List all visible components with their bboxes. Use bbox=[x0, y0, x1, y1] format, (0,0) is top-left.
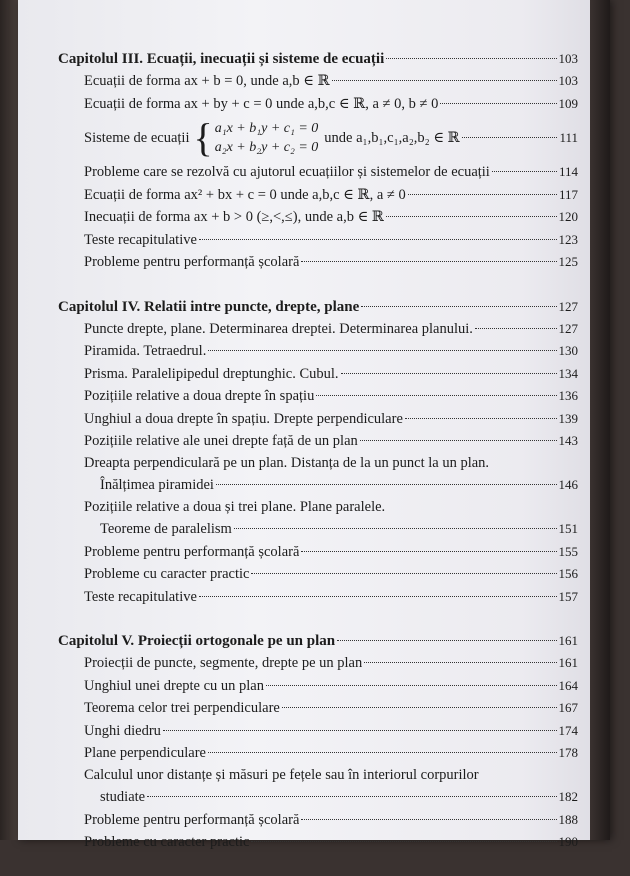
dot-leader bbox=[316, 395, 556, 396]
entry-lead-text: Sisteme de ecuații bbox=[84, 130, 190, 146]
toc-entry bbox=[58, 809, 578, 832]
entry-title: Probleme care se rezolvă cu ajutorul ecuațiilor și sistemelor de ecuații bbox=[84, 164, 490, 180]
page-number: 156 bbox=[558, 566, 578, 581]
page-number: 146 bbox=[558, 477, 578, 492]
entry-title: Inecuații de forma ax + b > 0 (≥,<,≤), unde a,b ∈ ℝ bbox=[84, 209, 384, 225]
entry-title: Dreapta perpendiculară pe un plan. Distanța de la un punct la un plan. bbox=[84, 454, 490, 471]
entry-title: Probleme pentru performanță școlară bbox=[84, 543, 300, 560]
page-number: 120 bbox=[558, 209, 578, 224]
toc-entry bbox=[58, 93, 578, 116]
toc-entry bbox=[58, 675, 578, 698]
toc-entry bbox=[58, 229, 578, 252]
page-number: 123 bbox=[558, 231, 578, 247]
dot-leader bbox=[208, 350, 556, 351]
toc-entry bbox=[58, 408, 578, 431]
entry-title: Plane perpendiculare bbox=[84, 745, 206, 761]
chapter-3 bbox=[58, 48, 578, 274]
page-number: 155 bbox=[558, 543, 578, 559]
page-number: 127 bbox=[558, 298, 578, 314]
dot-leader bbox=[282, 707, 557, 708]
toc-entry bbox=[58, 831, 578, 854]
dot-leader bbox=[301, 819, 556, 820]
toc-entry bbox=[58, 652, 578, 675]
toc-entry bbox=[58, 363, 578, 386]
entry-title: Unghiul a doua drepte în spațiu. Drepte perpendiculare bbox=[84, 410, 403, 427]
toc-entry bbox=[58, 318, 578, 341]
toc-entry-continuation bbox=[58, 518, 578, 541]
chapter-heading bbox=[58, 630, 578, 652]
entry-title: Pozițiile relative ale unei drepte față de un plan bbox=[84, 433, 358, 449]
entry-title: Probleme pentru performanță școlară bbox=[84, 254, 300, 270]
toc-entry bbox=[58, 385, 578, 408]
toc-entry bbox=[58, 430, 578, 453]
entry-title: Probleme pentru performanță școlară bbox=[84, 811, 300, 828]
dot-leader bbox=[386, 58, 556, 59]
toc-entry bbox=[58, 742, 578, 765]
dot-leader bbox=[234, 528, 557, 529]
dot-leader bbox=[492, 171, 557, 172]
dot-leader bbox=[147, 796, 556, 797]
page-number: 151 bbox=[558, 521, 578, 536]
entry-title: Probleme cu caracter practic bbox=[84, 566, 250, 582]
page-number: 182 bbox=[558, 789, 578, 804]
toc-entry bbox=[58, 720, 578, 743]
page-number: 143 bbox=[558, 433, 578, 448]
toc-entry bbox=[58, 184, 578, 207]
dot-leader bbox=[341, 373, 557, 374]
entry-title: Unghiul unei drepte cu un plan bbox=[84, 677, 264, 694]
entry-continuation: Înălțimea piramidei bbox=[100, 477, 214, 493]
page-number: 134 bbox=[558, 365, 578, 381]
dot-leader bbox=[301, 551, 556, 552]
entry-continuation: studiate bbox=[100, 789, 146, 805]
dot-leader bbox=[475, 328, 557, 329]
toc-entry bbox=[58, 70, 578, 93]
page-number: 130 bbox=[558, 343, 578, 358]
chapter-title: Capitolul III. Ecuații, inecuații și sisteme de ecuații bbox=[58, 51, 385, 67]
toc-entry bbox=[58, 453, 578, 475]
dot-leader bbox=[408, 194, 557, 195]
page-number: 111 bbox=[559, 130, 578, 145]
dot-leader bbox=[199, 596, 557, 597]
brace-symbol: { bbox=[193, 115, 213, 160]
toc-entry-continuation bbox=[58, 786, 578, 809]
page-number: 188 bbox=[558, 811, 578, 827]
dot-leader bbox=[386, 216, 557, 217]
dot-leader bbox=[360, 440, 557, 441]
page-number: 117 bbox=[558, 186, 578, 202]
entry-title: Pozițiile relative a doua și trei plane. Plane paralele. bbox=[84, 498, 386, 515]
page-number: 161 bbox=[558, 655, 578, 670]
page-number: 164 bbox=[558, 677, 578, 693]
entry-title: Teste recapitulative bbox=[84, 588, 197, 605]
toc-entry bbox=[58, 340, 578, 363]
page-number: 125 bbox=[558, 254, 578, 269]
page-number: 127 bbox=[558, 320, 578, 336]
dot-leader bbox=[405, 418, 557, 419]
entry-title: Calculul unor distanțe și măsuri pe fețele sau în interiorul corpurilor bbox=[84, 766, 479, 783]
toc-entry bbox=[58, 765, 578, 787]
dot-leader bbox=[251, 841, 556, 842]
equation-2: a₂x + b₂y + c₂ = 0 bbox=[214, 140, 319, 155]
book-page bbox=[18, 0, 610, 850]
chapter-title: Capitolul IV. Relatii intre puncte, drepte, plane bbox=[58, 298, 360, 315]
toc-entry bbox=[58, 563, 578, 586]
page-number: 157 bbox=[558, 588, 578, 604]
entry-title bbox=[84, 115, 460, 161]
page-number: 161 bbox=[558, 633, 578, 648]
page-right-edge-shadow bbox=[590, 0, 610, 840]
equation-1: a₁x + b₁y + c₁ = 0 bbox=[214, 121, 319, 136]
dot-leader bbox=[332, 80, 557, 81]
entry-condition: unde a₁,b₁,c₁,a₂,b₂ ∈ ℝ bbox=[324, 130, 460, 146]
toc-entry bbox=[58, 497, 578, 519]
page-number: 174 bbox=[558, 722, 578, 738]
dot-leader bbox=[364, 662, 556, 663]
chapter-5 bbox=[58, 630, 578, 854]
toc-entry bbox=[58, 251, 578, 274]
entry-title: Teorema celor trei perpendiculare bbox=[84, 700, 280, 716]
chapter-heading bbox=[58, 48, 578, 70]
page-number: 136 bbox=[558, 388, 578, 403]
equation-system bbox=[215, 119, 319, 157]
page-number: 139 bbox=[558, 410, 578, 426]
toc-entry bbox=[58, 161, 578, 184]
toc-entry bbox=[58, 541, 578, 564]
dot-leader bbox=[163, 730, 557, 731]
book-spine-shadow bbox=[0, 0, 18, 840]
entry-title: Teste recapitulative bbox=[84, 231, 197, 248]
table-of-contents bbox=[58, 48, 578, 876]
entry-title: Prisma. Paralelipipedul dreptunghic. Cubul. bbox=[84, 365, 339, 382]
chapter-4 bbox=[58, 296, 578, 609]
dot-leader bbox=[208, 752, 557, 753]
entry-title: Pozițiile relative a doua drepte în spațiu bbox=[84, 388, 315, 404]
page-number: 109 bbox=[558, 95, 578, 111]
dot-leader bbox=[216, 484, 557, 485]
page-number: 190 bbox=[558, 834, 578, 849]
dot-leader bbox=[251, 573, 556, 574]
page-number: 114 bbox=[558, 164, 578, 179]
entry-title: Unghi diedru bbox=[84, 722, 161, 739]
chapter-title: Capitolul V. Proiecții ortogonale pe un plan bbox=[58, 633, 336, 649]
toc-entry-system bbox=[58, 115, 578, 161]
toc-entry bbox=[58, 206, 578, 229]
dot-leader bbox=[440, 103, 556, 104]
dot-leader bbox=[462, 137, 558, 138]
dot-leader bbox=[199, 239, 557, 240]
toc-entry-continuation bbox=[58, 474, 578, 497]
toc-entry bbox=[58, 697, 578, 720]
chapter-heading bbox=[58, 296, 578, 318]
entry-title: Ecuații de forma ax² + bx + c = 0 unde a,b,c ∈ ℝ, a ≠ 0 bbox=[84, 186, 406, 203]
dot-leader bbox=[301, 261, 556, 262]
entry-title: Ecuații de forma ax + by + c = 0 unde a,b,c ∈ ℝ, a ≠ 0, b ≠ 0 bbox=[84, 95, 439, 112]
dot-leader bbox=[361, 306, 556, 307]
entry-title: Piramida. Tetraedrul. bbox=[84, 343, 207, 359]
dot-leader bbox=[337, 640, 556, 641]
entry-title: Probleme cu caracter practic bbox=[84, 834, 250, 850]
page-number: 103 bbox=[558, 73, 578, 88]
entry-title: Puncte drepte, plane. Determinarea dreptei. Determinarea planului. bbox=[84, 320, 473, 337]
entry-title: Ecuații de forma ax + b = 0, unde a,b ∈ ℝ bbox=[84, 73, 330, 89]
page-number: 167 bbox=[558, 700, 578, 715]
entry-title: Proiecții de puncte, segmente, drepte pe un plan bbox=[84, 655, 363, 671]
dot-leader bbox=[266, 685, 557, 686]
toc-entry bbox=[58, 586, 578, 609]
page-number: 178 bbox=[558, 745, 578, 760]
entry-continuation: Teoreme de paralelism bbox=[100, 521, 232, 537]
page-number: 103 bbox=[558, 51, 578, 66]
